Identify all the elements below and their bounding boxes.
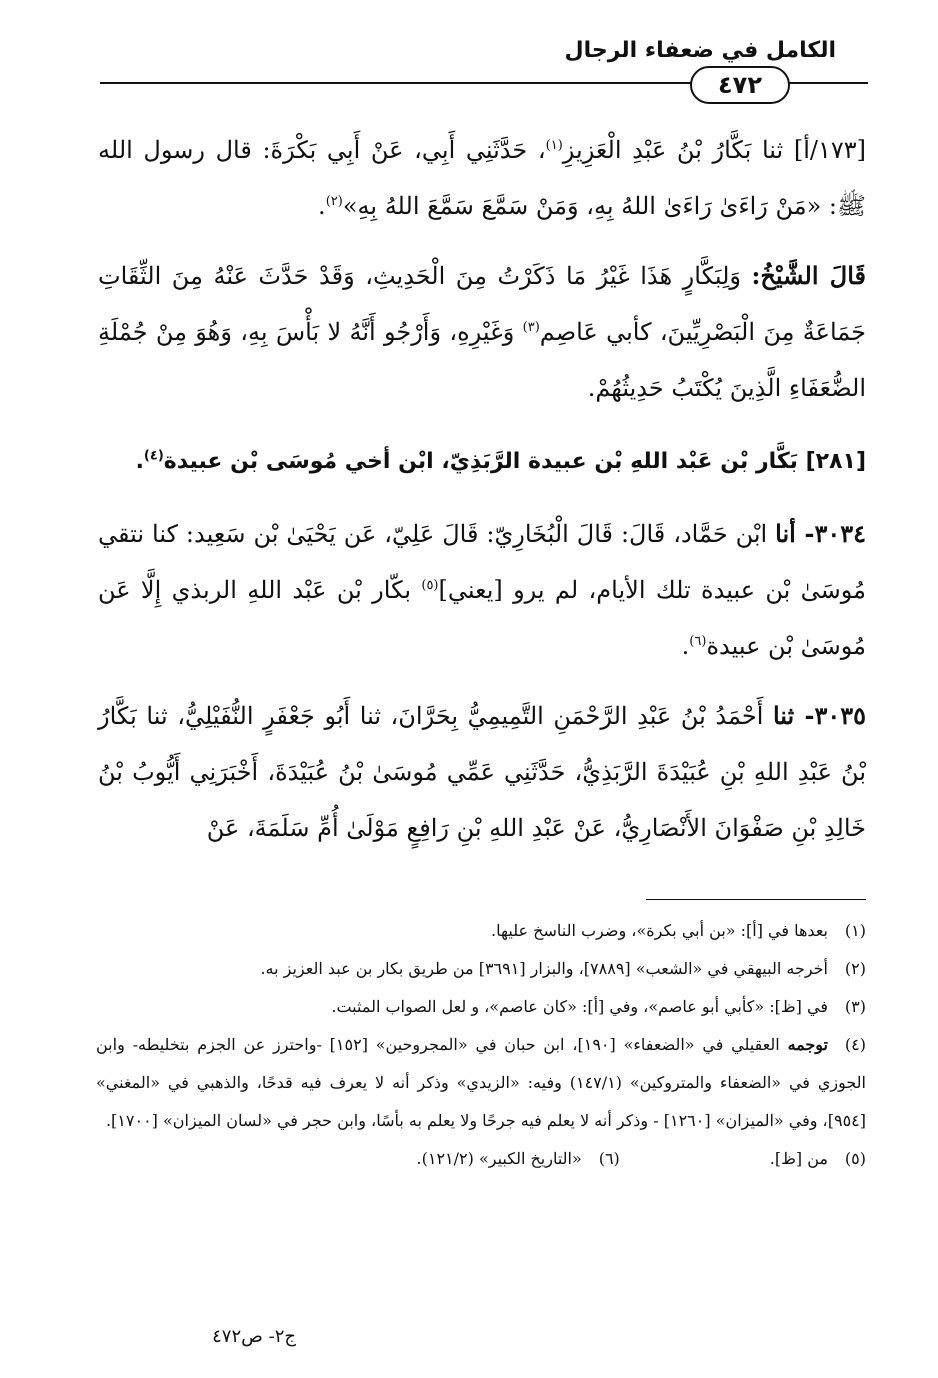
footnote-number: (١): [844, 921, 866, 940]
page-footer-reference: ج٢- ص٤٧٢: [212, 1326, 296, 1347]
footnote-number: (٢): [844, 959, 866, 978]
footnote-text: من [ظ].: [769, 1149, 828, 1168]
footnote-number: (٥): [844, 1149, 866, 1168]
footnote-number: (٣): [844, 997, 866, 1016]
footnote-2: [96, 950, 866, 988]
footnote-ref-5[interactable]: (٥): [421, 578, 439, 593]
footnote-text: أخرجه البيهقي في «الشعب» [٧٨٨٩]، والبزار [٣٦٩١] من طريق بكار بن عبد العزيز به.: [260, 959, 828, 978]
narration-number: ٣٠٣٤-: [804, 519, 867, 548]
footnote-ref-1[interactable]: (١): [545, 138, 563, 153]
footnote-ref-6[interactable]: (٦): [689, 634, 707, 649]
footnote-5: [770, 1140, 866, 1178]
footnote-text: في [ظ]: «كأبي أبو عاصم»، وفي [أ]: «كان عاصم»، و لعل الصواب المثبت.: [331, 997, 828, 1016]
footnote-rule: [646, 899, 866, 900]
footnote-6: [417, 1140, 620, 1178]
footnote-text: «التاريخ الكبير» (١٢١/٢).: [416, 1149, 582, 1168]
narration-lead: أنا: [775, 519, 805, 548]
sheikh-label: قَالَ الشَّيْخُ:: [751, 261, 867, 290]
punctuation: .: [318, 192, 326, 220]
punctuation: .: [135, 449, 144, 474]
footnote-ref-4[interactable]: (٤): [143, 448, 164, 464]
narration-text-continued: بكّار بْن عَبْد اللهِ الربذي إِلَّا عَن مُوسَىٰ بْن عبيدة: [98, 576, 866, 660]
punctuation: .: [681, 632, 690, 660]
hadith-chain-text: [١٧٣/أ] ثنا بَكَّارُ بْنُ عَبْدِ الْعَزِيزِ: [562, 136, 867, 164]
footnote-1: [96, 912, 866, 950]
paragraph-3034: [98, 506, 866, 674]
paragraph-sheikh-comment: [98, 248, 866, 416]
comment-text: وَلِبَكَّارٍ هَذَا غَيْرُ مَا ذَكَرْتُ مِنَ الْحَدِيثِ، وَقَدْ حَدَّثَ عَنْهُ مِنَ الثِّقَاتِ جَمَاعَةٌ مِنَ الْبَصْرِيِّينَ، كأبي عَاصِم: [98, 262, 866, 346]
footnote-ref-2[interactable]: (٢): [325, 194, 343, 209]
narration-text: أَحْمَدُ بْنُ عَبْدِ الرَّحْمَنِ التَّمِيمِيُّ بِحَرَّانَ، ثنا أَبُو جَعْفَرٍ النُّفَيْلِيُّ، ثنا بَكَّارُ بْنُ عَبْدِ اللهِ بْنِ عُبَيْدَةَ الرَّبَذِيُّ، حَدَّثَنِي عَمِّي مُوسَىٰ بْنُ عُبَيْدَةَ، أَخْبَرَنِي أَيُّوبُ بْنُ خَالِدِ بْنِ صَفْوَانَ الأَنْصَارِيُّ، عَنْ عَبْدِ اللهِ بْنِ رَافِعٍ مَوْلَىٰ أُمِّ سَلَمَةَ، عَنْ: [98, 702, 867, 842]
footnote-4: [96, 1026, 866, 1140]
page-number-badge: ٤٧٢: [690, 66, 790, 104]
paragraph-hadith: [98, 122, 866, 234]
footnote-number: (٦): [598, 1149, 620, 1168]
narration-text: ابْن حَمَّاد، قَالَ: قَالَ الْبُخَارِيّ: قَالَ عَلِيّ، عَن يَحْيَىٰ بْن سَعِيد: كنا نتقي مُوسَىٰ بْن عبيدة تلك الأيام، لم يرو [يعني]: [98, 520, 867, 604]
hadith-text: ، حَدَّثَنِي أَبِي، عَنْ أَبِي بَكْرَةَ: قال رسول الله ﷺ: «مَنْ رَاءَىٰ رَاءَىٰ اللهُ بِهِ، وَمَنْ سَمَّعَ سَمَّعَ اللهُ بِهِ»: [98, 136, 866, 220]
running-header-title: الكامل في ضعفاء الرجال: [564, 38, 836, 63]
footnote-text: العقيلي في «الضعفاء» [١٩٠]، ابن حبان في «المجروحين» [١٥٢] -واحترز عن الجزم بتخليطه- وابن الجوزي في «الضعفاء والمتروكين» (١٤٧/١) وفيه: «الزيدي» وذكر أنه لا يعرف فيه قدحًا، والذهبي في «المغني» [٩٥٤]، وفي «الميزان» [١٢٦٠] - وذكر أنه لا يعلم فيه جرحًا ولا يعلم به بأسًا، وابن حجر في «لسان الميزان» [١٧٠٠].: [96, 1035, 866, 1130]
footnote-text: بعدها في [أ]: «بن أبي بكرة»، وضرب الناسخ عليها.: [491, 921, 828, 940]
entry-heading-text: [٢٨١] بَكَّار بْن عَبْد اللهِ بْن عبيدة الرَّبَذِيّ، ابْن أخي مُوسَى بْن عبيدة: [163, 449, 866, 474]
footnote-ref-3[interactable]: (٣): [522, 320, 540, 335]
comment-text-continued: وَغَيْرِهِ، وَأَرْجُو أَنَّهُ لا بَأْسَ بِهِ، وَهُوَ مِنْ جُمْلَةِ الضُّعَفَاءِ الَّذِينَ يُكْتَبُ حَدِيثُهُمْ.: [98, 318, 866, 402]
footnote-3: [96, 988, 866, 1026]
footnotes: [96, 912, 866, 1178]
footnote-number: (٤): [844, 1035, 866, 1054]
main-text: [98, 122, 866, 856]
paragraph-3035: [98, 688, 866, 856]
footnote-row-5-6: [96, 1140, 866, 1178]
footnote-lead: توجمه: [787, 1035, 828, 1054]
narration-number: ٣٠٣٥-: [804, 701, 866, 730]
narration-lead: ثنا: [772, 701, 805, 730]
entry-heading: [98, 442, 866, 482]
